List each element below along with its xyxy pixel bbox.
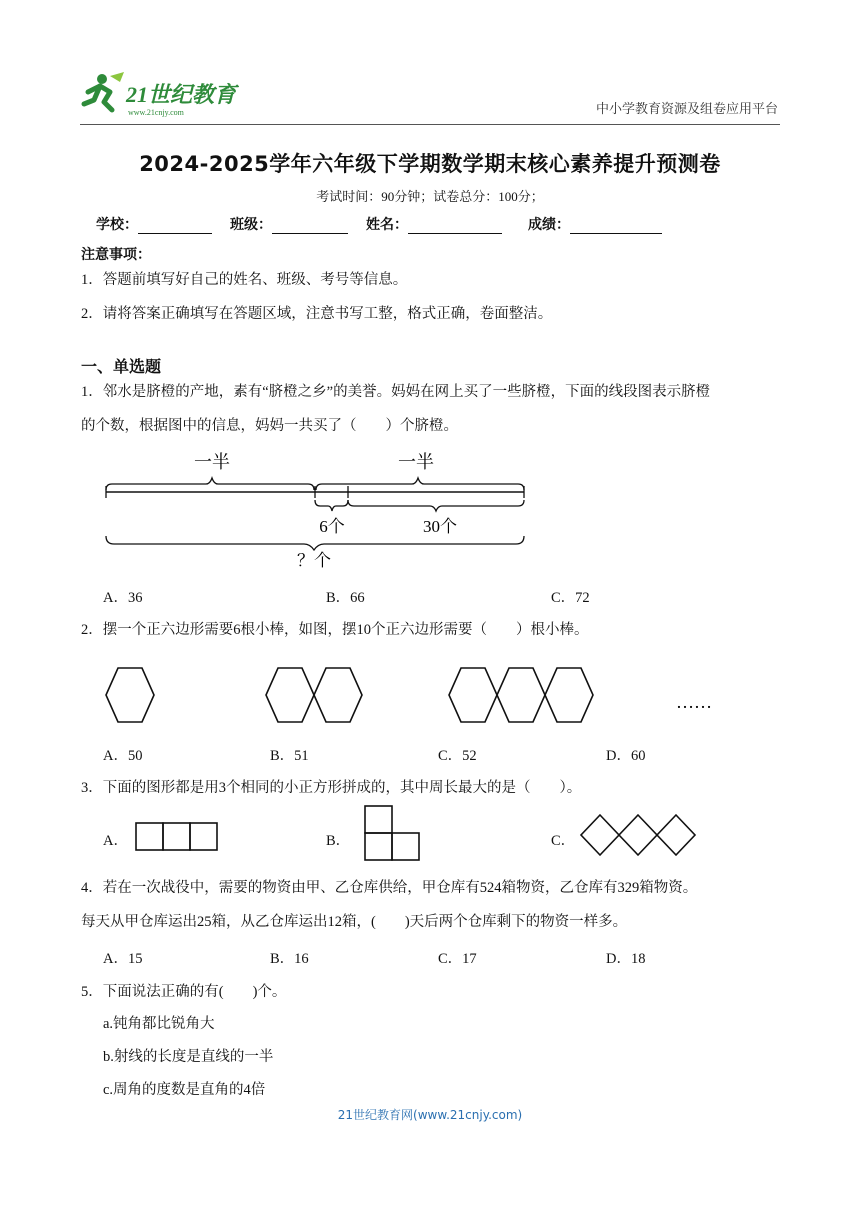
option-c[interactable]: C．17 — [438, 951, 477, 967]
page-title: 2024-2025学年六年级下学期数学期末核心素养提升预测卷 — [139, 152, 721, 176]
score-label: 成绩： — [528, 218, 570, 233]
question-1-text: 1．邻水是脐橙的产地，素有“脐橙之乡”的美誉。妈妈在网上买了一些脐橙，下面的线段图表示脐橙 — [81, 384, 711, 400]
statement-c: c.周角的度数是直角的4倍 — [103, 1082, 266, 1098]
platform-label: 中小学教育资源及组卷应用平台 — [595, 101, 778, 116]
question-1-text-cont: 的个数，根据图中的信息，妈妈一共买了（ ）个脐橙。 — [81, 418, 458, 434]
school-blank[interactable] — [138, 217, 212, 234]
option-a-label[interactable]: A． — [103, 833, 128, 849]
name-blank[interactable] — [408, 217, 502, 234]
option-b[interactable]: B．51 — [270, 748, 309, 764]
line-segment-diagram — [100, 448, 530, 572]
name-label: 姓名： — [366, 218, 408, 233]
student-info-fields — [96, 214, 680, 234]
six-label: 6个 — [319, 517, 345, 536]
option-a[interactable]: A．15 — [103, 951, 143, 967]
option-a[interactable]: A．36 — [103, 590, 143, 606]
hexagon-pair — [266, 668, 362, 722]
footer-link[interactable]: 21世纪教育网(www.21cnjy.com) — [337, 1108, 523, 1122]
statement-a: a.钝角都比锐角大 — [103, 1016, 215, 1032]
brace-total — [106, 536, 524, 550]
school-label: 学校： — [96, 218, 138, 233]
question-3-text: 3．下面的图形都是用3个相同的小正方形拼成的，其中周长最大的是（ ）。 — [81, 780, 582, 796]
half-right-label: 一半 — [398, 452, 434, 472]
notice-item: 2．请将答案正确填写在答题区域，注意书写工整，格式正确，卷面整洁。 — [81, 306, 553, 322]
class-label: 班级： — [230, 218, 272, 233]
option-d[interactable]: D．18 — [606, 951, 646, 967]
question-2-text: 2．摆一个正六边形需要6根小棒，如图，摆10个正六边形需要（ ）根小棒。 — [81, 622, 589, 638]
section-heading: 一、单选题 — [81, 357, 162, 376]
option-c-label[interactable]: C． — [551, 833, 576, 849]
runner-icon — [84, 72, 124, 110]
class-field[interactable] — [230, 214, 348, 234]
brace-six — [315, 500, 348, 511]
three-squares-l-shape[interactable] — [362, 804, 424, 864]
hexagon-1 — [106, 668, 154, 722]
logo-url: www.21cnjy.com — [128, 108, 184, 117]
option-b[interactable]: B．66 — [326, 590, 365, 606]
question-4-text: 4．若在一次战役中，需要的物资由甲、乙仓库供给，甲仓库有524箱物资，乙仓库有329箱物资。 — [81, 880, 698, 896]
brace-half-right — [316, 478, 524, 490]
brace-thirty — [348, 500, 524, 511]
school-field[interactable] — [96, 214, 212, 234]
three-squares-diamonds[interactable] — [578, 812, 704, 860]
notice-title: 注意事项： — [81, 248, 151, 263]
half-left-label: 一半 — [194, 452, 230, 472]
score-blank[interactable] — [570, 217, 662, 234]
name-field[interactable] — [366, 214, 502, 234]
brace-half-left — [106, 478, 314, 490]
notice-item: 1．答题前填写好自己的姓名、班级、考号等信息。 — [81, 272, 408, 288]
option-c[interactable]: C．52 — [438, 748, 477, 764]
option-d[interactable]: D．60 — [606, 748, 646, 764]
thirty-label: 30个 — [423, 517, 457, 536]
logo-text: 21世纪教育 — [126, 82, 237, 107]
question-4-text-cont: 每天从甲仓库运出25箱，从乙仓库运出12箱，( )天后两个仓库剩下的物资一样多。 — [81, 914, 628, 930]
hexagon-figures — [100, 658, 740, 732]
option-c[interactable]: C．72 — [551, 590, 590, 606]
total-label: ？个 — [297, 551, 331, 570]
three-squares-row[interactable] — [134, 820, 222, 854]
hexagon-triple — [449, 668, 593, 722]
header-divider — [80, 124, 780, 125]
option-a[interactable]: A．50 — [103, 748, 143, 764]
ellipsis-label: …… — [676, 692, 712, 712]
class-blank[interactable] — [272, 217, 348, 234]
option-b-label[interactable]: B． — [326, 833, 351, 849]
exam-info: 考试时间：90分钟；试卷总分：100分； — [316, 189, 544, 204]
statement-b: b.射线的长度是直线的一半 — [103, 1049, 274, 1065]
score-field[interactable] — [528, 214, 662, 234]
option-b[interactable]: B．16 — [270, 951, 309, 967]
question-5-text: 5．下面说法正确的有( )个。 — [81, 984, 287, 1000]
site-logo — [80, 70, 250, 120]
